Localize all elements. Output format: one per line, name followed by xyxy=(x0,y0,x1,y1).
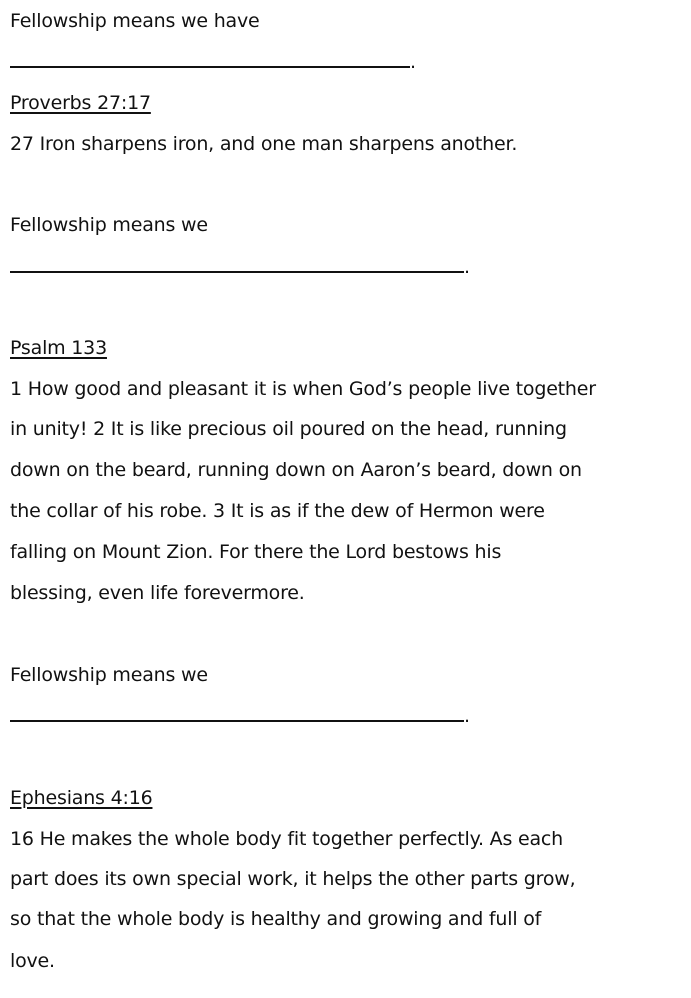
blank-period: . xyxy=(464,705,470,727)
blank-line xyxy=(10,257,464,273)
ephesians-verse-line: part does its own special work, it helps the other parts grow, xyxy=(10,868,576,890)
scripture-reference-psalm: Psalm 133 xyxy=(10,337,107,359)
psalm-verse-line: blessing, even life forevermore. xyxy=(10,582,305,604)
blank-period: . xyxy=(410,51,416,73)
blank-line xyxy=(10,706,464,722)
blank-line xyxy=(10,52,410,68)
fellowship-prompt-2: Fellowship means we xyxy=(10,214,208,236)
scripture-reference-ephesians: Ephesians 4:16 xyxy=(10,787,153,809)
psalm-verse-line: falling on Mount Zion. For there the Lord bestows his xyxy=(10,541,502,563)
fill-in-blank-3 xyxy=(10,704,470,728)
fill-in-blank-2 xyxy=(10,255,470,279)
psalm-verse-line: in unity! 2 It is like precious oil poured on the head, running xyxy=(10,418,567,440)
scripture-verse-proverbs: 27 Iron sharpens iron, and one man sharpens another. xyxy=(10,133,518,155)
ephesians-verse-line: love. xyxy=(10,950,55,972)
fill-in-blank-1 xyxy=(10,50,416,74)
ephesians-verse-line: 16 He makes the whole body fit together perfectly. As each xyxy=(10,828,564,850)
ephesians-verse-line: so that the whole body is healthy and growing and full of xyxy=(10,908,542,930)
fellowship-prompt-1: Fellowship means we have xyxy=(10,10,260,32)
fellowship-prompt-3: Fellowship means we xyxy=(10,664,208,686)
scripture-reference-proverbs: Proverbs 27:17 xyxy=(10,92,151,114)
blank-period: . xyxy=(464,256,470,278)
psalm-verse-line: down on the beard, running down on Aaron’s beard, down on xyxy=(10,459,582,481)
psalm-verse-line: 1 How good and pleasant it is when God’s people live together xyxy=(10,378,596,400)
psalm-verse-line: the collar of his robe. 3 It is as if the dew of Hermon were xyxy=(10,500,545,522)
